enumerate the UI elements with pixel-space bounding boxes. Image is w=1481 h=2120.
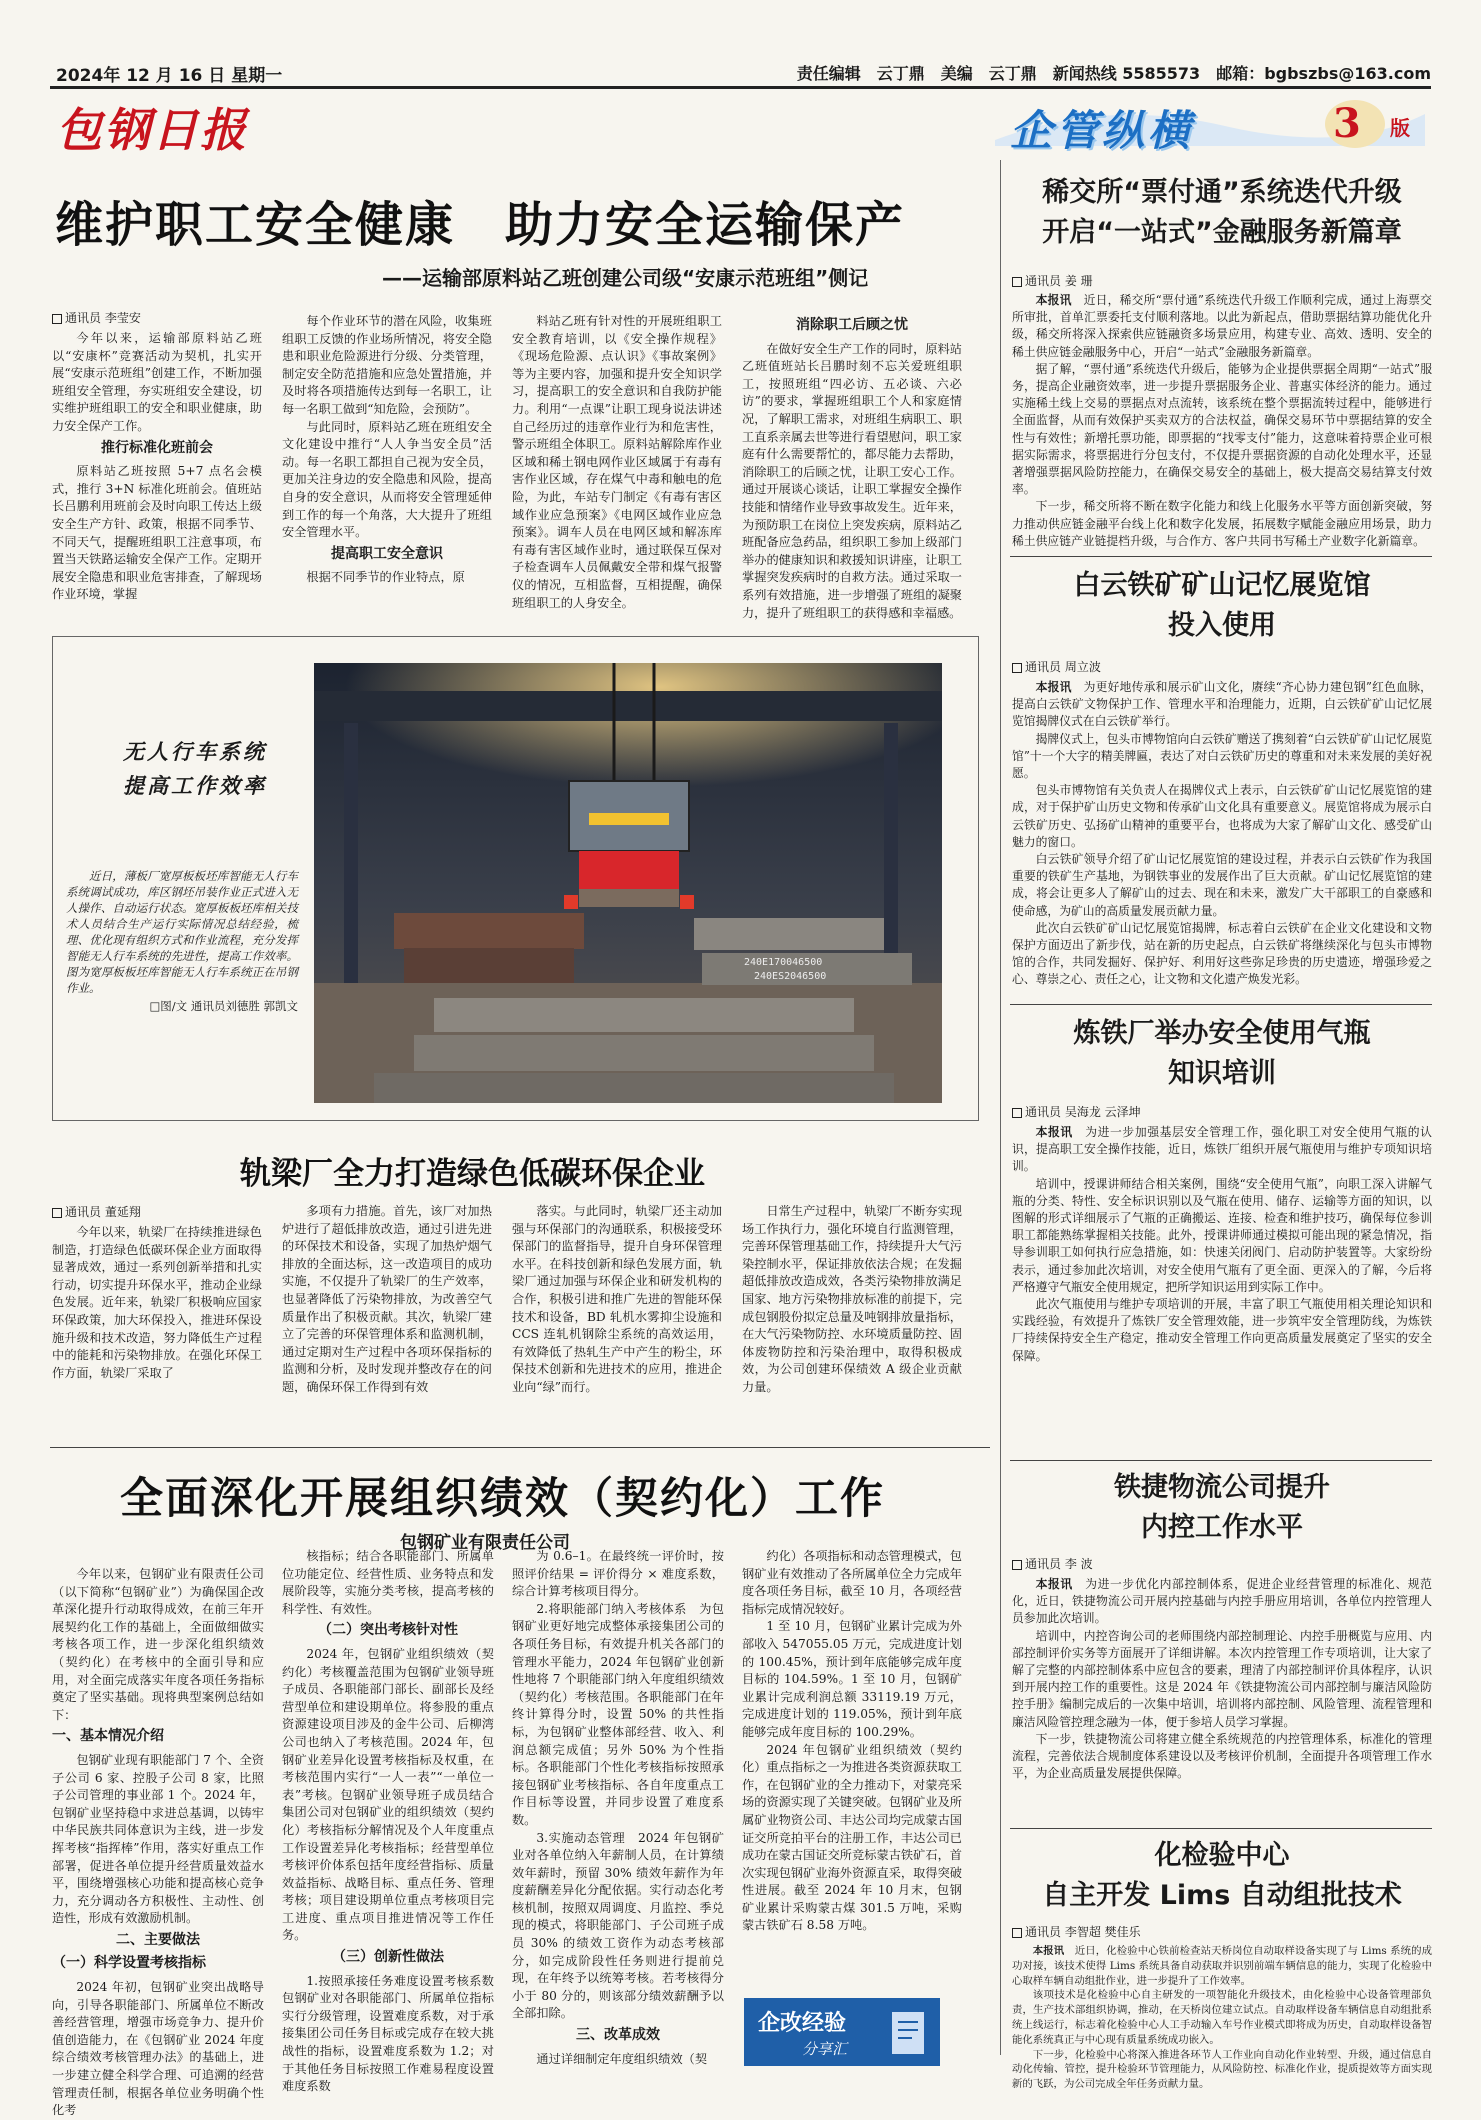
article3-col1: 今年以来，包钢矿业有限责任公司（以下简称“包钢矿业”）为确保国企改革深化提升行动取得成效，在前三年开展契约化工作的基础上，全面做细做实考核各项工作，进一步深化组织绩效（契约化）在考核中的全面引导和应用，对全面完成落实年度各项任务指标奠定了坚实基础。现将典型案例总结如下： 一、基本情况介绍 包钢矿业现有职能部门 7 个、全资子公司 6 家、控股子公司 8 家，比照子公司管理的事业部 1 个。2024 年，包钢矿业坚持稳中求进总基调，以铸牢中华民族共同体意识为主线，进一步发挥考核“指挥棒”作用，落实好重点工作部署，促进各单位提升经营质量效益水平，围绕增强核心功能和提高核心竞争力，充分调动各方积极性、主动性、创造性，形成有效激励机制。 二、主要做法 （一）科学设置考核指标 2024 年初，包钢矿业突出战略导向，引导各职能部门、所属单位不断改善经营管理，增强市场竞争力、提升价值创造能力，在《包钢矿业 2024 年度综合绩效考核管理办法》的基础上，进一步建立健全科学合理、可追溯的经营管理责任制，根据各单位业务明确个性化考 [52,1567,264,2118]
r4-title: 铁捷物流公司提升 内控工作水平 [1114,1472,1330,1543]
badge-title: 企改经验 [758,2011,847,2036]
article1-col1: 今年以来，运输部原料站乙班以“安康杯”竞赛活动为契机，扎实开展“安康示范班组”创建工作，不断加强班组安全管理，夯实班组安全建设，切实维护班组职工的安全和职业健康，助力安全保产工作。 推行标准化班前会 原料站乙班按照 5+7 点名会模式，推行 3+N 标准化班前会。值班站长吕鹏利用班前会及时向职工传达上级安全生产方针、政策，根据不同季节、不同天气，提醒班组职工注意事项，布置当天铁路运输安全保产工作。定期开展安全隐患和职业危害排查，了解现场作业环境，掌握 [52,331,262,602]
photo-caption-title: 无人行车系统 提高工作效率 [123,739,291,798]
r-divider-3 [1010,1460,1432,1461]
article3-col3: 为 0.6–1。在最终统一评价时，按照评价结果 = 评价得分 × 难度系数，综合计算考核项目得分。 2.将职能部门纳入考核体系 为包钢矿业更好地完成整体承接集团公司的各项任务目标，有效提升机关各部门的管理水平能力，2024 年包钢矿业创新性地将 7 个职能部门纳入年度组织绩效（契约化）考核范围。各职能部门在年终计算得分时，设置 50% 的共性指标，为包钢矿业整体部经营、收入、利润总额完成值；另外 50% 为个性指标。各职能部门个性化考核指标按照承接包钢矿业考核指标、各自年度重点工作目标等设置，并同步设置了难度系数。 3.实施动态管理 2024 年包钢矿业对各单位纳入年薪制人员，在计算绩效年薪时，预留 30% 绩效年薪作为年度薪酬差异化分配依据。实行动态化考核机制，按照双周调度、月监控、季兑现的模式，将职能部门、子公司班子成员 30% 的绩效工资作为动态考核部分，如完成阶段性任务则进行提前兑现，在年终予以统筹考核。若考核得分小于 80 分的，则该部分绩效薪酬予以全部扣除。 三、改革成效 通过详细制定年度组织绩效（契 [512,1549,724,2066]
r-divider-4 [1010,1828,1432,1829]
r4-byline: 通讯员 李 波 [1012,1555,1093,1572]
r5-title: 化检验中心 自主开发 Lims 自动组批技术 [1042,1840,1402,1911]
r3-byline: 通讯员 吴海龙 云泽坤 [1012,1103,1141,1120]
article1-subtitle: ——运输部原料站乙班创建公司级“安康示范班组”侧记 [382,266,869,290]
article2-col2: 多项有力措施。首先，该厂对加热炉进行了超低排放改造，通过引进先进的环保技术和设备，实现了加热炉烟气排放的全面达标，这一改造项目的成功实施，不仅提升了轨梁厂的生产效率，也显著降低了污染物排放，为改善空气质量作出了积极贡献。其次，轨梁厂建立了完善的环保管理体系和监测机制，通过定期对生产过程中各项环保指标的监测和分析，及时发现并整改存在的问题，确保环保工作得到有效 [282,1204,492,1394]
article1-col4: 消除职工后顾之忧 在做好安全生产工作的同时，原料站乙班值班站长吕鹏时刻不忘关爱班组职工，按照班组“四必访、五必谈、六必访”的要求，掌握班组职工个人和家庭情况，了解职工需求，对班组生病职工、职工直系亲属去世等进行看望慰问，职工家庭有什么需要帮忙的，都尽能力去帮助，消除职工的后顾之忧，让职工安心工作。通过开展谈心谈话，让职工掌握安全操作技能和情绪作业导致事故发生。近年来，为预防职工在岗位上突发疾病，原料站乙班配备应急药品，组织职工参加上级部门举办的健康知识和救援知识讲座，让职工掌握突发疾病时的自救方法。通过采取一系列有效措施，进一步增强了班组的凝聚力，提升了班组职工的获得感和幸福感。 [742,317,962,620]
article2-col4: 日常生产过程中，轨梁厂不断夯实现场工作执行力，强化环境自行监测管理，完善环保管理基础工作，持续提升大气污染控制水平，保证排放依法合规；在发掘超低排放改造成效，各类污染物排放满足国家、地方污染物排放标准的前提下，完成包钢股份拟定总量及吨钢排放量指标，在大气污染物防控、水环境质量防控、固体废物防控和污染治理中，取得积极成效，为公司创建环保绩效 A 级企业贡献力量。 [742,1204,962,1394]
editor-info: 责任编辑 云丁鼎 美编 云丁鼎 新闻热线 5585573 邮箱：bgbszbs@163.com [796,64,1431,83]
newspaper-logo: 包钢日报 [56,103,248,157]
article2-col3: 落实。与此同时，轨梁厂还主动加强与环保部门的沟通联系，积极接受环保部门的监督指导，提升自身环保管理水平。在科技创新和绿色发展方面，轨梁厂通过加强与环保企业和研发机构的合作，积极引进和推广先进的智能环保技术和设备，BD 轧机水雾抑尘设施和 CCS 连轧机钢除尘系统的高效运用，有效降低了热轧生产中产生的粉尘，环保技术创新和先进技术的应用，推进企业向“绿”而行。 [512,1204,722,1394]
r3-body: 本报讯 为进一步加强基层安全管理工作，强化职工对安全使用气瓶的认识，提高职工安全操作技能，近日，炼铁厂组织开展气瓶使用与维护专项知识培训。 培训中，授课讲师结合相关案例，围绕“安全使用气瓶”，向职工深入讲解气瓶的分类、特性、安全标识识别以及气瓶在使用、储存、运输等方面的知识，以图解的形式详细展示了气瓶的正确搬运、连接、检查和维护技巧，确保每位参训职工都能熟练掌握相关技能。此外，授课讲师通过模拟可能出现的紧急情况，指导参训职工如何执行应急措施，如：快速关闭阀门、启动防护装置等。大家纷纷表示，通过参加此次培训，对安全使用气瓶有了更全面、更深入的了解，今后将严格遵守气瓶安全使用规定，把所学知识运用到实际工作中。 此次气瓶使用与维护专项培训的开展，丰富了职工气瓶使用相关理论知识和实践经验，有效提升了炼铁厂安全管理效能，进一步筑牢安全管理防线，为炼铁厂持续保持安全生产稳定，推动安全管理工作向更高质量发展奠定了坚实的安全保障。 [1012,1125,1432,1363]
r2-byline: 通讯员 周立波 [1012,658,1101,675]
article1-subhead1: 推行标准化班前会 [101,439,213,456]
page-unit: 版 [1390,116,1410,140]
r5-body: 本报讯 近日，化检验中心铁前检查站天桥岗位自动取样设备实现了与 Lims 系统的成功对接，该技术使得 Lims 系统具备自动获取并识别前端车辆信息的能力，实现了化检验中心取样车辆自动组批作业，进一步提升了工作效率。 该项技术是化检验中心自主研发的一项智能化升级技术，由化检验中心设备管理部负责，生产技术部组织协调，推动，在天桥岗位建立试点。自动取样设备车辆信息自动组批系统上线运行，标志着化检验中心人工手动输入车号作业模式即将成为历史，自动取样设备智能化系统真正与中心现有质量系统成功嵌入。 下一步，化检验中心将深入推进各环节人工作业向自动化作业转型、升级，通过信息自动化传输、管控，提升检验环节管理能力，从风险防控、标准化作业，提质提效等方面实现新的飞跃，为公司完成全年任务贡献力量。 [1012,1945,1433,2091]
r2-title: 白云铁矿矿山记忆展览馆 投入使用 [1073,570,1371,641]
reform-experience-badge [744,1998,940,2066]
r4-body: 本报讯 为进一步优化内部控制体系，促进企业经营管理的标准化、规范化，近日，铁捷物流公司开展内控基础与内控手册应用培训，各单位内控管理人员参加此次培训。 培训中，内控咨询公司的老师围绕内部控制理论、内控手册概览与应用、内部控制评价实务等方面展开了详细讲解。本次内控管理工作专项培训，让大家了解了完整的内部控制体系中应包含的要素，理清了内部控制评价具体程序，认识到开展内控工作的重要性。这是 2024 年《铁捷物流公司内部控制与廉洁风险防控手册》编制完成后的一次集中培训，培训将内部控制、风险管理、流程管理和廉洁风险管控理念融为一体，便于参培人员学习掌握。 下一步，铁捷物流公司将建立健全系统规范的内控管理体系，标准化的管理流程，完善依法合规制度体系建设以及考核评价机制，全面提升各项管理工作水平，为企业高质量发展提供保障。 [1012,1577,1432,1781]
article3-col2: 核指标；结合各职能部门、所属单位功能定位、经营性质、业务特点和发展阶段等，实施分类考核，提高考核的科学性、有效性。 （二）突出考核针对性 2024 年，包钢矿业组织绩效（契约化）考核覆盖范围为包钢矿业领导班子成员、各职能部门部长、副部长及经营型单位和建设期单位。将参股的重点资源建设项目涉及的金牛公司、后柳湾公司也纳入了考核范围。2024 年，包钢矿业差异化设置考核指标及权重，在考核范围内实行“一人一表”“一单位一表”考核。包钢矿业领导班子成员结合集团公司对包钢矿业的组织绩效（契约化）考核指标分解情况及个人年度重点工作设置差异化考核指标；经营型单位考核评价体系包括年度经营指标、质量效益指标、战略目标、重点任务、管理考核；项目建设期单位重点考核项目完工进度、重点项目推进情况等工作任务。 （三）创新性做法 1.按照承接任务难度设置考核系数 包钢矿业对各职能部门、所属单位指标实行分级管理，设置难度系数，对于承接集团公司任务目标或完成存在较大挑战性的指标，设置难度系数为 1.2；对于其他任务目标按照工作难易程度设置难度系数 [282,1549,507,2094]
document-icon [886,2008,930,2058]
header-rule [50,86,1431,89]
article2-title: 轨梁厂全力打造绿色低碳环保企业 [240,1156,705,1192]
article2-byline: 通讯员 董延翔 [52,1203,141,1220]
photo-caption: 近日，薄板厂宽厚板板坯库智能无人行车系统调试成功，库区钢坯吊装作业正式进入无人操作、自动运行状态。宽厚板板坯库相关技术人员结合生产运行实际情况总结经验，梳理、优化现有组织方式和作业流程，充分发挥智能无人行车系统的先进性，提高工作效率。图为宽厚板板坯库智能无人行车系统正在吊钢作业。 □图/文 通讯员刘德胜 郭凯文 [66,869,298,1013]
r-divider-2 [1010,1004,1432,1005]
article2-col1: 今年以来，轨梁厂在持续推进绿色制造，打造绿色低碳环保企业方面取得显著成效，通过一系列创新举措和扎实行动，切实提升环保水平，推动企业绿色发展。近年来，轨梁厂积极响应国家环保政策，加大环保投入，推进环保设施升级和技术改造，努力降低生产过程中的能耗和污染物排放。在强化环保工作方面，轨梁厂采取了 [52,1225,262,1380]
slab-label-2: 240ES2046500 [754,971,827,982]
r5-byline: 通讯员 李智超 樊佳乐 [1012,1923,1141,1940]
badge-subtitle: 分享汇 [802,2040,848,2058]
article1-subhead3: 消除职工后顾之忧 [796,317,908,333]
r2-body: 本报讯 为更好地传承和展示矿山文化，赓续“齐心协力建包钢”红色血脉，提高白云铁矿文物保护工作、管理水平和治理能力，近期，白云铁矿矿山记忆展览馆揭牌仪式在白云铁矿举行。 揭牌仪式上，包头市博物馆向白云铁矿赠送了携刻着“白云铁矿矿山记忆展览馆”十一个大字的精美牌匾，表达了对白云铁矿历史的尊重和对未来发展的美好祝愿。 包头市博物馆有关负责人在揭牌仪式上表示，白云铁矿矿山记忆展览馆的建成，对于保护矿山历史文物和传承矿山文化具有重要意义。展览馆将成为展示白云铁矿历史、弘扬矿山精神的重要平台，也将成为大家了解矿山文化、感受矿山魅力的窗口。 白云铁矿领导介绍了矿山记忆展览馆的建设过程，并表示白云铁矿作为我国重要的铁矿生产基地，为钢铁事业的发展作出了巨大贡献。矿山记忆展览馆的建成，将会让更多人了解矿山的过去、现在和未来，激发广大干部职工的自豪感和使命感，为矿山的高质量发展贡献力量。 此次白云铁矿矿山记忆展览馆揭牌，标志着白云铁矿在企业文化建设和文物保护方面迈出了新步伐，站在新的历史起点，白云铁矿将继续深化与包头市博物馆的合作，共同发掘好、保护好、利用好这些弥足珍贵的历史遗迹，增强珍爱之心、尊崇之心、责任之心，让文物和文化遗产焕发光彩。 [1012,680,1432,987]
r3-title: 炼铁厂举办安全使用气瓶 知识培训 [1073,1018,1371,1089]
section-name: 企管纵横 [1010,106,1195,155]
article1-col3: 料站乙班有针对性的开展班组职工安全教育培训，以《安全操作规程》《现场危险源、点认识》《事故案例》等为主要内容，加强和提升安全知识学习，提高职工的安全意识和自我防护能力。利用“一点课”让职工现身说法讲述自己经历过的违章作业行为和危害性，警示班组全体职工。原料站解除库作业区域和稀土钢电网作业区域属于有毒有害作业区域，存在煤气中毒和触电的危险，为此，车站专门制定《有毒有害区域作业应急预案》《电网区域作业应急预案》。调车人员在电网区域和解冻库有毒有害区域作业时，通过联保互保对子检查调车人员佩戴安全带和煤气报警仪的情况，互相监督，互相提醒，确保班组职工的人身安全。 [512,314,722,610]
issue-date: 2024年 12 月 16 日 星期一 [56,66,283,86]
article1-byline: 通讯员 李莹安 [52,309,141,326]
crane-photo [314,663,942,1103]
article1-col2: 每个作业环节的潜在风险，收集班组职工反馈的作业场所情况，将安全隐患和职业危险源进行分级、分类管理，制定安全防范措施和应急处置措施，并及时将各项措施传达到每一名职工，让每一名职工做到“知危险，会预防”。 与此同时，原料站乙班在班组安全文化建设中推行“人人争当安全员”活动。每一名职工都担自己视为安全员，更加关注身边的安全隐患和风险，提高自身的安全意识，从而将安全管理延伸到工作的每一个角落，大大提升了班组安全管理水平。 提高职工安全意识 根据不同季节的作业特点，原 [282,314,492,585]
article3-col4: 约化）各项指标和动态管理模式，包钢矿业有效推动了各所属单位全力完成年度各项任务目标，截至 10 月，各项经营指标完成情况较好。 1 至 10 月，包钢矿业累计完成为外部收入 547055.05 万元，完成进度计划的 100.45%，预计到年底能够完成年度目标的 104.59%。1 至 10 月，包钢矿业累计完成利润总额 33119.19 万元，完成进度计划的 119.05%，预计到年底能够完成年度目标的 100.29%。 2024 年包钢矿业组织绩效（契约化）重点指标之一为推进各类资源获取工作，在包钢矿业的全力推动下，对蒙亮采场的资源实现了关键突破。包钢矿业及所属矿业物资公司、丰达公司均完成蒙古国证交所竞拍平台的注册工作，丰达公司已成功在蒙古国证交所竞标蒙古铁矿石，首次实现包钢矿业海外资源直采，取得突破性进展。截至 2024 年 10 月末，包钢矿业累计采购蒙古煤 301.5 万吨，采购蒙古铁矿石 8.58 万吨。 [742,1549,962,1933]
article1-subhead2: 提高职工安全意识 [331,545,443,562]
article3-subtitle: 包钢矿业有限责任公司 [400,1533,570,1553]
slab-label-1: 240E170046500 [744,957,823,968]
article3-title: 全面深化开展组织绩效（契约化）工作 [120,1474,885,1524]
r1-byline: 通讯员 姜 珊 [1012,272,1093,289]
r-divider-1 [1010,556,1432,557]
article1-title: 维护职工安全健康 助力安全运输保产 [55,197,906,253]
r1-title: 稀交所“票付通”系统迭代升级 开启“一站式”金融服务新篇章 [1042,177,1402,248]
column-divider [1000,160,1001,2055]
article-divider [50,1447,990,1448]
r1-body: 本报讯 近日，稀交所“票付通”系统迭代升级工作顺利完成，通过上海票交所审批，首单汇票委托支付顺利落地。以此为新起点，借助票据结算功能优化升级，稀交所将深入探索供应链融资多场景应用，构建专业、高效、透明、安全的稀土供应链金融服务中心，开启“一站式”金融服务新篇章。 据了解，“票付通”系统迭代升级后，能够为企业提供票据全周期“一站式”服务，提高企业融资效率，进一步提升票据服务企业、普惠实体经济的能力。通过实施稀土线上交易的票据点对点流转，该系统在整个票据流转过程中，能够进行全面监督，从而有效保护买卖双方的合法权益，确保交易环节中票据结算的安全性与有效性；新增托票功能，即票据的“找零支付”能力，这意味着持票企业可根据实际需求，将票据进行分包支付，不仅提升票据资源的自动化处理水平，还显著增强票据风险防控能力，在确保交易安全的基础上，极大提高交易结算支付效率。 下一步，稀交所将不断在数字化能力和线上化服务水平等方面创新突破，努力推动供应链金融平台线上化和数字化发展，拓展数字赋能金融应用场景，助力稀土供应链产业链提档升级，与合作方、客户共同书写稀土产业数字化新篇章。 [1012,293,1432,548]
page-number: 3 [1333,100,1361,147]
photo-credit: □图/文 通讯员刘德胜 郭凯文 [149,999,298,1013]
